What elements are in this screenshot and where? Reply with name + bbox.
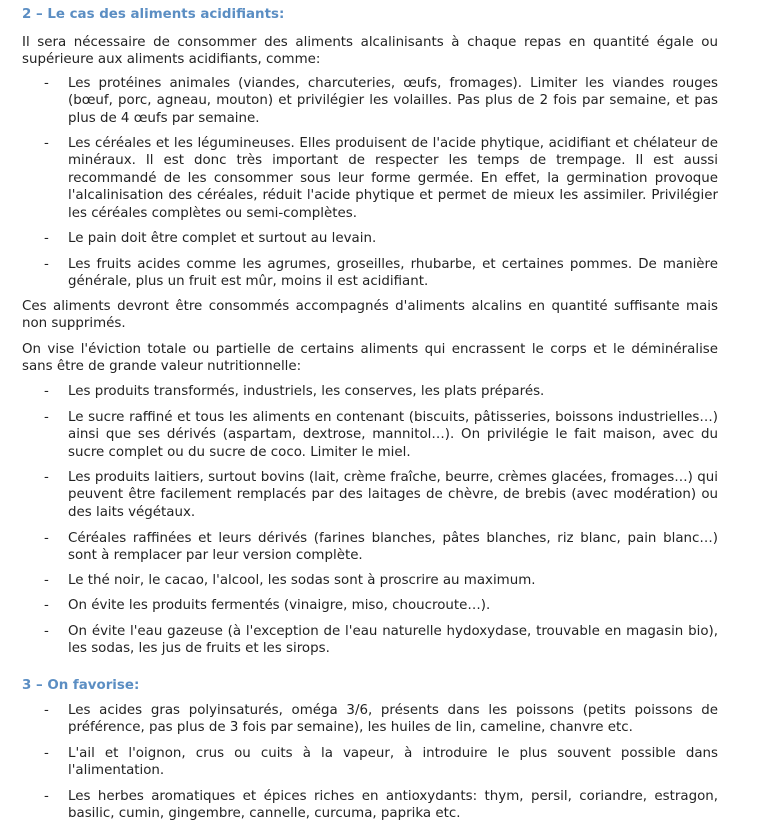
bullet-dash: - (44, 573, 49, 588)
bullet-dash: - (44, 76, 49, 91)
list-item-text: On évite l'eau gazeuse (à l'exception de l'eau naturelle hydoxydase, trouvable en magasin bio), les sodas, les jus de fruits et les sirops. (68, 624, 718, 657)
section-3-heading: 3 – On favorise: (22, 678, 140, 693)
bullet-dash: - (44, 384, 49, 399)
section-2-heading: 2 – Le cas des aliments acidifiants: (22, 7, 285, 22)
section-2-para-3: On vise l'éviction totale ou partielle de certains aliments qui encrassent le corps et le déminéralise sans être de grande valeur nutritionnelle: (22, 342, 718, 375)
bullet-dash: - (44, 531, 49, 546)
section-2-para-2: Ces aliments devront être consommés accompagnés d'aliments alcalins en quantité suffisante mais non supprimés. (22, 299, 718, 332)
bullet-dash: - (44, 789, 49, 804)
bullet-dash: - (44, 703, 49, 718)
bullet-dash: - (44, 257, 49, 272)
bullet-dash: - (44, 231, 49, 246)
bullet-dash: - (44, 746, 49, 761)
list-item-text: Céréales raffinées et leurs dérivés (farines blanches, pâtes blanches, riz blanc, pain blanc…) sont à remplacer par leur version complète. (68, 531, 718, 564)
list-item-text: Les acides gras polyinsaturés, oméga 3/6, présents dans les poissons (petits poissons de préférence, pas plus de 3 fois par semaine), les huiles de lin, cameline, chanvre etc. (68, 703, 718, 736)
bullet-dash: - (44, 136, 49, 151)
list-item-text: Les céréales et les légumineuses. Elles produisent de l'acide phytique, acidifiant et chélateur de minéraux. Il est donc très important de respecter les temps de trempage. Il est aussi recommandé de les consommer sous leur forme germée. En effet, la germination provoque l'alcalinisation des céréales, réduit l'acide phytique et permet de mieux les assimiler. Privilégier les céréales complètes ou semi-complètes. (68, 136, 718, 221)
bullet-dash: - (44, 624, 49, 639)
bullet-dash: - (44, 410, 49, 425)
list-item-text: L'ail et l'oignon, crus ou cuits à la vapeur, à introduire le plus souvent possible dans l'alimentation. (68, 746, 718, 779)
list-item-text: Les produits transformés, industriels, les conserves, les plats préparés. (68, 384, 545, 399)
list-item-text: Les protéines animales (viandes, charcuteries, œufs, fromages). Limiter les viandes rouges (bœuf, porc, agneau, mouton) et privilégier les volailles. Pas plus de 2 fois par semaine, et pas plus de 4 œufs par semaine. (68, 76, 718, 126)
list-item-text: Les produits laitiers, surtout bovins (lait, crème fraîche, beurre, crèmes glacées, fromages…) qui peuvent être facilement remplacés par des laitages de chèvre, de brebis (avec modération) ou des laits végétaux. (68, 470, 718, 520)
bullet-dash: - (44, 470, 49, 485)
list-item-text: Le thé noir, le cacao, l'alcool, les sodas sont à proscrire au maximum. (68, 573, 536, 588)
list-item-text: Les fruits acides comme les agrumes, groseilles, rhubarbe, et certaines pommes. De manière générale, plus un fruit est mûr, moins il est acidifiant. (68, 257, 718, 290)
list-item-text: Le sucre raffiné et tous les aliments en contenant (biscuits, pâtisseries, boissons industrielles…) ainsi que ses dérivés (aspartam, dextrose, mannitol…). On privilégie le fait maison, avec du sucre complet ou du sucre de coco. Limiter le miel. (68, 410, 718, 460)
section-2-intro: Il sera nécessaire de consommer des aliments alcalinisants à chaque repas en quantité égale ou supérieure aux aliments acidifiants, comme: (22, 35, 718, 68)
list-item-text: On évite les produits fermentés (vinaigre, miso, choucroute…). (68, 598, 491, 613)
bullet-dash: - (44, 598, 49, 613)
list-item-text: Le pain doit être complet et surtout au levain. (68, 231, 377, 246)
list-item-text: Les herbes aromatiques et épices riches en antioxydants: thym, persil, coriandre, estragon, basilic, cumin, gingembre, cannelle, curcuma, paprika etc. (68, 789, 718, 822)
